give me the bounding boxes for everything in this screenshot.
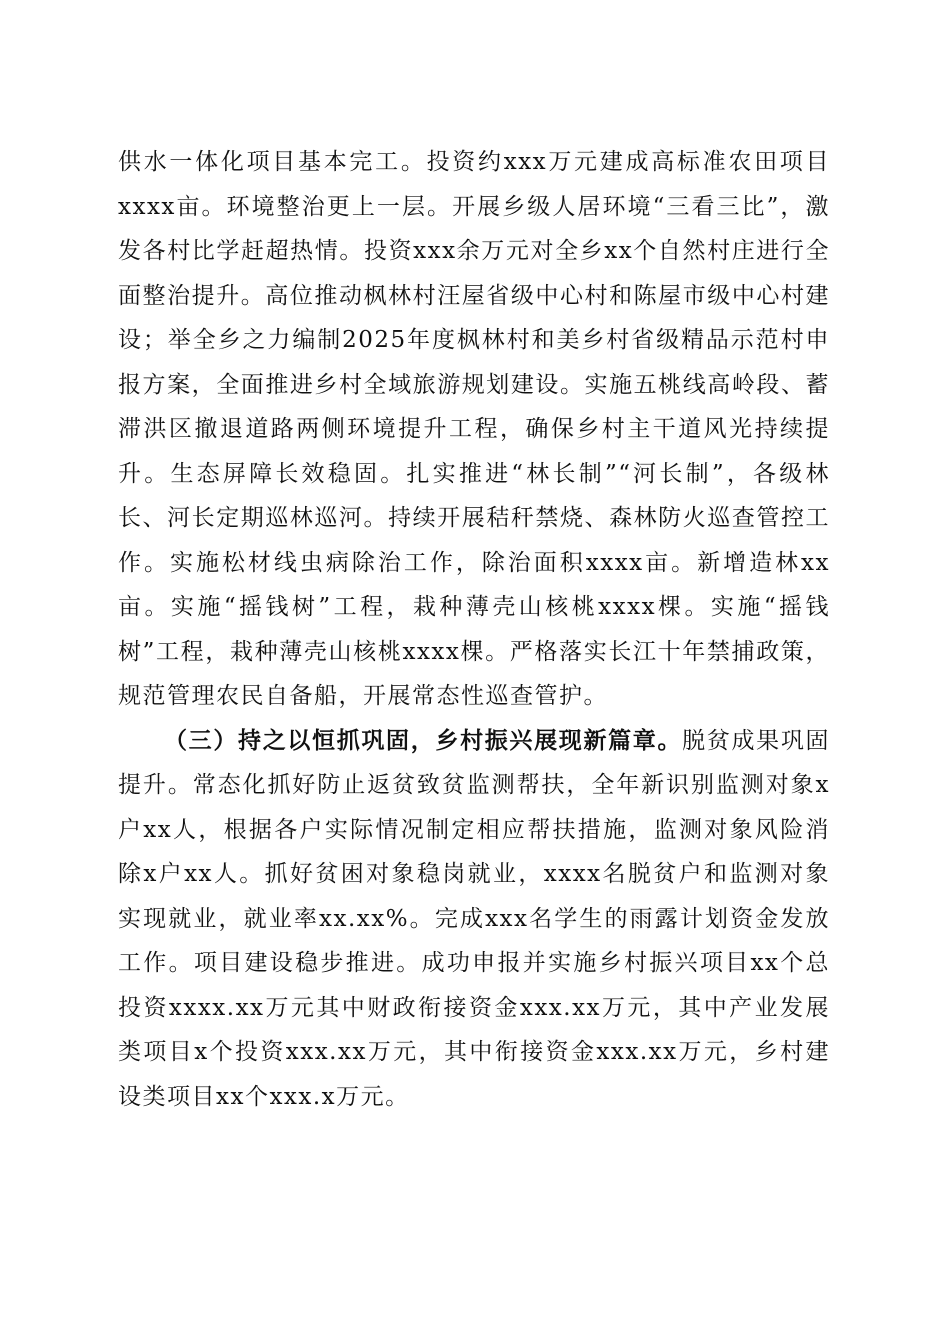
paragraph-section-three bbox=[118, 719, 830, 1120]
document-body bbox=[118, 140, 830, 1119]
paragraph-text: 脱贫成果巩固提升。常态化抓好防止返贫致贫监测帮扶，全年新识别监测对象x户xx人，根据各户实际情况制定相应帮扶措施，监测对象风险消除x户xx人。抓好贫困对象稳岗就业，xxxx名脱贫户和监测对象实现就业，就业率xx.xx%。完成xxx名学生的雨露计划资金发放工作。项目建设稳步推进。成功申报并实施乡村振兴项目xx个总投资xxxx.xx万元其中财政衔接资金xxx.xx万元，其中产业发展类项目x个投资xxx.xx万元，其中衔接资金xxx.xx万元，乡村建设类项目xx个xxx.x万元。 bbox=[118, 727, 831, 1110]
paragraph-text: 供水一体化项目基本完工。投资约xxx万元建成高标准农田项目xxxx亩。环境整治更上一层。开展乡级人居环境“三看三比”，激发各村比学赶超热情。投资xxx余万元对全乡xx个自然村庄进行全面整治提升。高位推动枫林村汪屋省级中心村和陈屋市级中心村建设；举全乡之力编制2025年度枫林村和美乡村省级精品示范村申报方案，全面推进乡村全域旅游规划建设。实施五桃线高岭段、蓄滞洪区撤退道路两侧环境提升工程，确保乡村主干道风光持续提升。生态屏障长效稳固。扎实推进“林长制”“河长制”，各级林长、河长定期巡林巡河。持续开展秸秆禁烧、森林防火巡查管控工作。实施松材线虫病除治工作，除治面积xxxx亩。新增造林xx亩。实施“摇钱树”工程，栽种薄壳山核桃xxxx棵。实施“摇钱树”工程，栽种薄壳山核桃xxxx棵。严格落实长江十年禁捕政策，规范管理农民自备船，开展常态性巡查管护。 bbox=[118, 149, 830, 709]
section-heading: （三）持之以恒抓巩固，乡村振兴展现新篇章。 bbox=[164, 726, 683, 754]
paragraph-continued bbox=[118, 140, 830, 719]
